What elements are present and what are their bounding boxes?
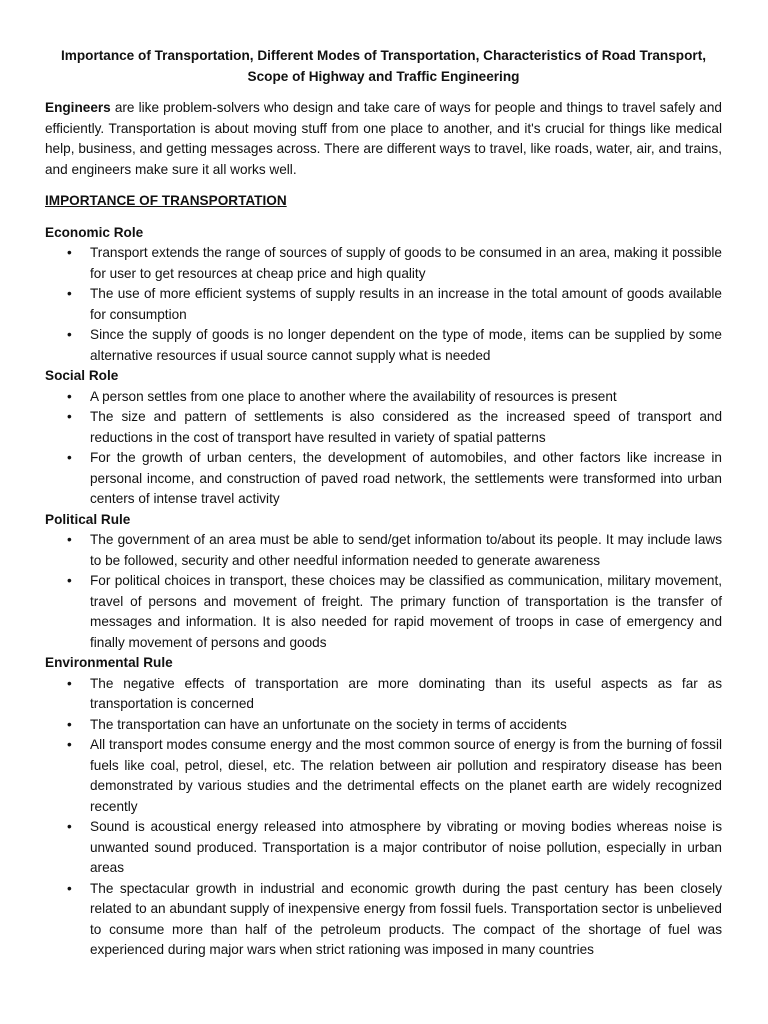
bullet-icon: • bbox=[67, 388, 72, 404]
list-item bbox=[45, 879, 722, 961]
bullet-icon: • bbox=[67, 327, 72, 342]
social-role-list bbox=[45, 387, 722, 510]
environmental-rule-list bbox=[45, 674, 722, 961]
list-item-text: The spectacular growth in industrial and economic growth during the past century has been closely related to an abundant supply of inexpensive energy from fossil fuels. Transportation sector is unbelieved to consume more than half of the petroleum products. The compact of the shortage of fuel was experienced during major wars when strict rationing was imposed in many countries bbox=[90, 880, 722, 957]
list-item bbox=[45, 817, 722, 879]
list-item-text: The size and pattern of settlements is also considered as the increased speed of transport and reductions in the cost of transport have resulted in variety of spatial patterns bbox=[90, 409, 722, 445]
list-item bbox=[45, 715, 722, 736]
list-item-text: Transport extends the range of sources of supply of goods to be consumed in an area, making it possible for user to get resources at cheap price and high quality bbox=[90, 245, 722, 281]
bullet-icon: • bbox=[67, 819, 72, 834]
political-rule-list bbox=[45, 530, 722, 653]
document-title: Importance of Transportation, Different Modes of Transportation, Characteristics of Road Transport, Scope of Highway and Traffic Engineering bbox=[60, 48, 707, 84]
list-item bbox=[45, 530, 722, 571]
economic-role-list bbox=[45, 243, 722, 366]
bullet-icon: • bbox=[67, 409, 72, 424]
list-item bbox=[45, 571, 722, 653]
list-item-text: All transport modes consume energy and the most common source of energy is from the burning of fossil fuels like coal, petrol, diesel, etc. The relation between air pollution and respiratory disease has been demonstrated by various studies and the detrimental effects on the planet earth are widely recognized recently bbox=[90, 737, 722, 814]
list-item-text: The government of an area must be able to send/get information to/about its people. It may include laws to be followed, security and other needful information needed to generate awareness bbox=[90, 532, 722, 568]
bullet-icon: • bbox=[67, 675, 72, 691]
list-item-text: The transportation can have an unfortunate on the society in terms of accidents bbox=[90, 716, 567, 732]
bullet-icon: • bbox=[67, 245, 72, 260]
bullet-icon: • bbox=[67, 286, 72, 301]
subheading-social-role: Social Role bbox=[45, 368, 119, 383]
bullet-icon: • bbox=[67, 532, 72, 547]
list-item-text: A person settles from one place to another where the availability of resources is present bbox=[90, 388, 617, 404]
subheading-political-rule: Political Rule bbox=[45, 511, 131, 527]
list-item bbox=[45, 387, 722, 408]
bullet-icon: • bbox=[67, 880, 72, 896]
bullet-icon: • bbox=[67, 716, 72, 732]
list-item-text: Sound is acoustical energy released into atmosphere by vibrating or moving bodies whereas noise is unwanted sound produced. Transportation is a major contributor of noise pollution, especially in urban areas bbox=[90, 819, 722, 875]
list-item bbox=[45, 448, 722, 510]
bullet-icon: • bbox=[67, 450, 72, 465]
list-item-text: The negative effects of transportation are more dominating than its useful aspects as far as transportation is concerned bbox=[90, 675, 722, 711]
list-item-text: For the growth of urban centers, the development of automobiles, and other factors like increase in personal income, and construction of paved road network, the settlements were transformed into urban centers of intense travel activity bbox=[90, 450, 722, 506]
list-item bbox=[45, 735, 722, 817]
list-item bbox=[45, 674, 722, 715]
intro-paragraph bbox=[45, 98, 722, 180]
subheading-environmental-rule: Environmental Rule bbox=[45, 655, 173, 670]
document-page bbox=[45, 46, 722, 961]
intro-bold-term: Engineers bbox=[45, 100, 111, 115]
intro-text: are like problem-solvers who design and take care of ways for people and things to travel safely and efficiently. Transportation is about moving stuff from one place to another, and it's crucial for things like medical help, business, and getting messages across. There are different ways to travel, like roads, water, air, and trains, and engineers make sure it all works well. bbox=[45, 100, 722, 177]
list-item bbox=[45, 243, 722, 284]
list-item bbox=[45, 284, 722, 325]
list-item-text: For political choices in transport, these choices may be classified as communication, military movement, travel of persons and movement of freight. The primary function of transportation is the transfer of messages and information. It is also needed for rapid movement of troops in case of emergency and finally movement of persons and goods bbox=[90, 573, 722, 650]
list-item bbox=[45, 325, 722, 366]
bullet-icon: • bbox=[67, 573, 72, 588]
list-item-text: The use of more efficient systems of supply results in an increase in the total amount of goods available for consumption bbox=[90, 286, 722, 322]
subheading-economic-role: Economic Role bbox=[45, 224, 144, 240]
bullet-icon: • bbox=[67, 737, 72, 752]
list-item-text: Since the supply of goods is no longer dependent on the type of mode, items can be supplied by some alternative resources if usual source cannot supply what is needed bbox=[90, 327, 722, 363]
section-heading: IMPORTANCE OF TRANSPORTATION bbox=[45, 193, 287, 208]
list-item bbox=[45, 407, 722, 448]
